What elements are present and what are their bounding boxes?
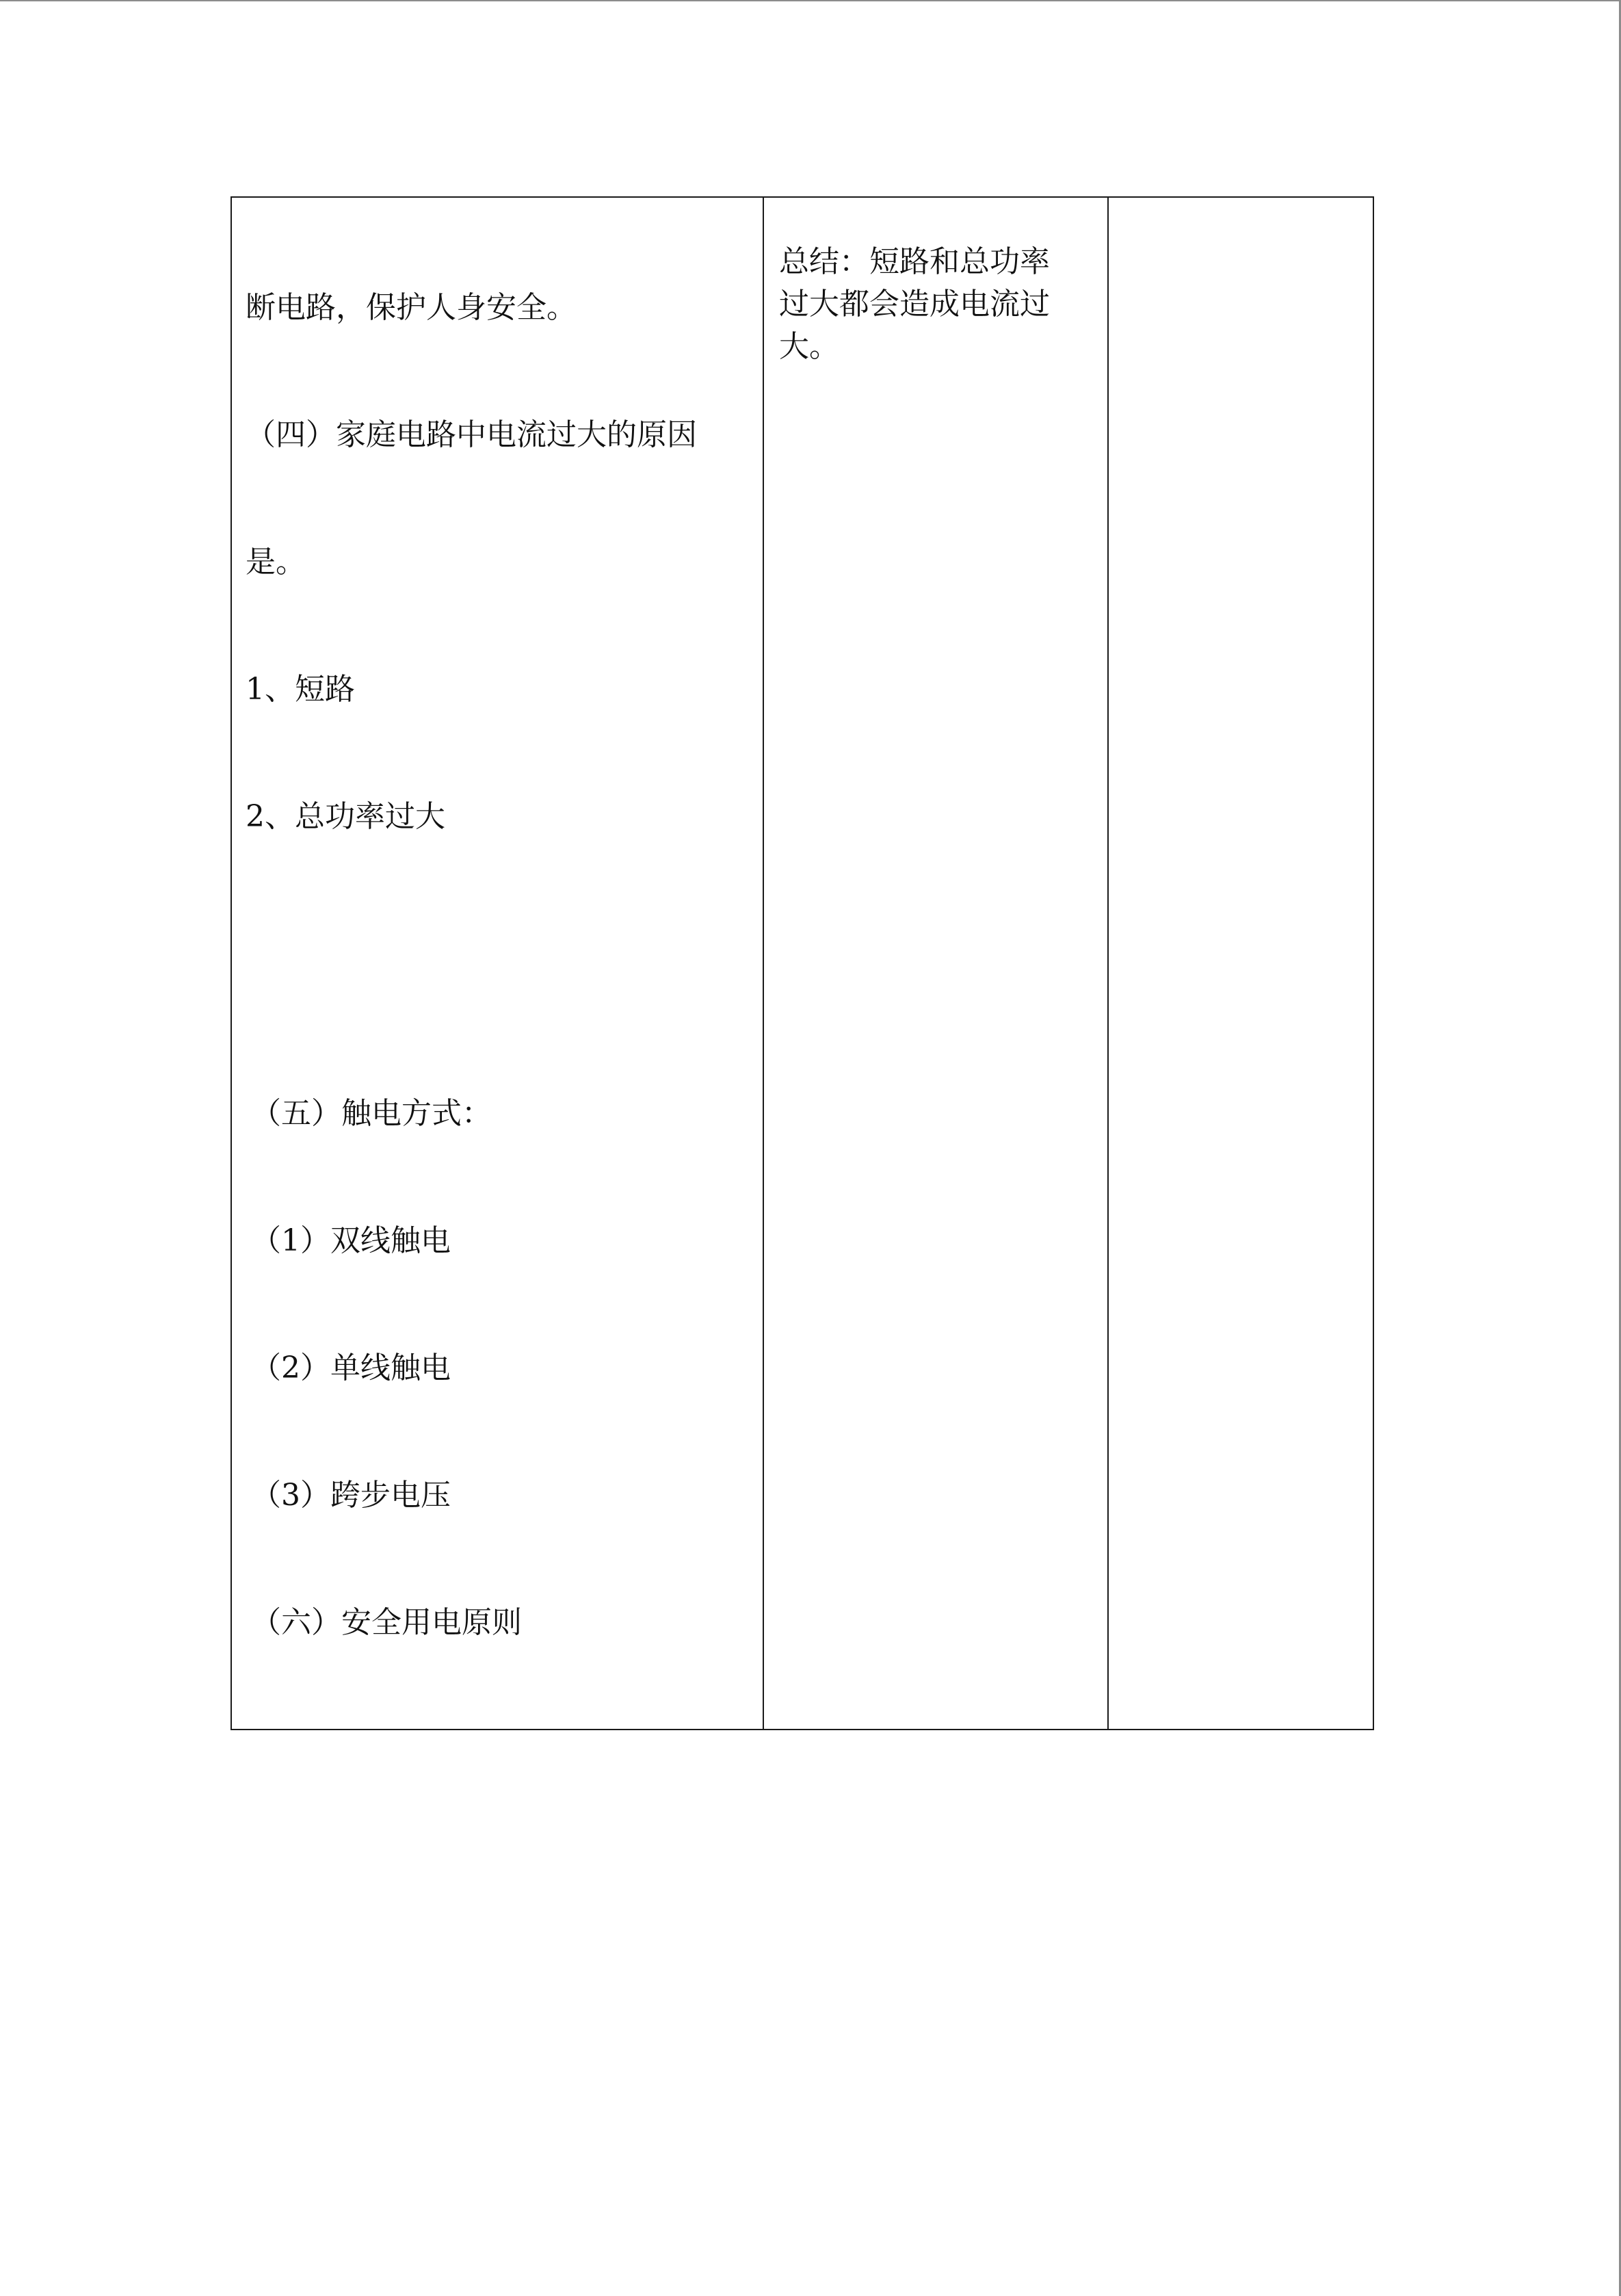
activity-line: 大。 (779, 329, 839, 364)
table-row (231, 197, 1373, 1730)
content-text (232, 198, 763, 1729)
spacer (246, 923, 750, 1008)
content-line: （2）单线触电 (251, 1351, 451, 1385)
activity-cell (763, 197, 1108, 1730)
content-line: （六）安全用电原则 (251, 1605, 522, 1640)
lesson-plan-table (230, 196, 1374, 1730)
content-cell (231, 197, 763, 1730)
activity-line: 总结：短路和总功率 (779, 244, 1050, 279)
activity-line: 过大都会造成电流过 (779, 287, 1050, 322)
content-line: （1）双线触电 (251, 1223, 451, 1258)
content-line: 1、短路 (246, 672, 355, 707)
content-line: 2、总功率过大 (246, 799, 445, 834)
notes-cell (1108, 197, 1373, 1730)
page-top-edge (0, 0, 1621, 1)
activity-text (764, 198, 1107, 368)
content-line: 是。 (246, 545, 306, 579)
content-line: （四）家庭电路中电流过大的原因 (246, 417, 697, 452)
content-line: 断电路，保护人身安全。 (246, 290, 577, 325)
content-line: （五）触电方式： (251, 1096, 492, 1131)
content-line: （3）跨步电压 (251, 1478, 451, 1513)
